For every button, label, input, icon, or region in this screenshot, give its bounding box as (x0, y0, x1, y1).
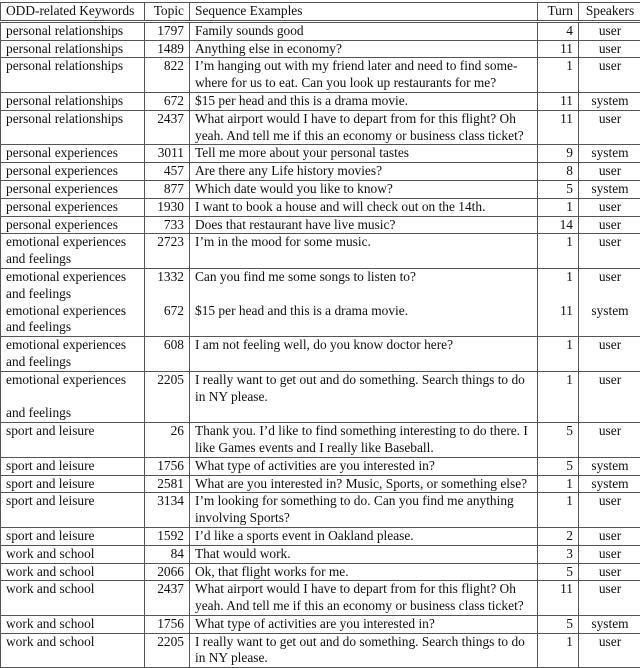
sequence-cell: I’m hanging out with my friend later and need to find some- where for us to eat. Can you look up restaurants for me? (190, 58, 538, 93)
turn-cell (538, 319, 579, 336)
speaker-cell: user (579, 581, 640, 616)
keyword-cell: work and school (1, 563, 145, 581)
turn-cell: 5 (538, 563, 579, 581)
topic-cell: 1756 (145, 615, 190, 633)
turn-cell: 8 (538, 163, 579, 181)
header-turn: Turn (538, 3, 579, 22)
turn-cell: 1 (538, 475, 579, 493)
speaker-cell (579, 319, 640, 336)
keyword-cell: personal relationships (1, 58, 145, 93)
keyword-cell: sport and leisure (1, 475, 145, 493)
sequence-cell: Can you find me some songs to listen to? $15 per head and this is a drama movie. (190, 268, 538, 319)
keyword-cell: emotional experiences and feelings (1, 234, 145, 269)
header-row (1, 3, 640, 22)
keyword-cell: work and school (1, 581, 145, 616)
sequence-cell (190, 319, 538, 336)
sequence-cell: Thank you. I’d like to find something interesting to do there. I like Games events and I really like Baseball. (190, 423, 538, 458)
speaker-cell: user (579, 58, 640, 93)
topic-cell: 2066 (145, 563, 190, 581)
keyword-cell: personal experiences (1, 180, 145, 198)
keyword-cell: emotional experiences and feelings (1, 337, 145, 372)
topic-cell: 672 (145, 92, 190, 110)
table-row (1, 145, 640, 163)
topic-cell: 2437 (145, 581, 190, 616)
speaker-cell: system (579, 180, 640, 198)
speaker-cell: user (579, 563, 640, 581)
table-row (1, 216, 640, 234)
table-row (1, 198, 640, 216)
turn-cell: 1 (538, 337, 579, 372)
sequence-cell: Anything else in economy? (190, 40, 538, 58)
speaker-cell: user (579, 423, 640, 458)
keyword-cell: personal experiences (1, 198, 145, 216)
table-row (1, 40, 640, 58)
turn-cell: 1 (538, 198, 579, 216)
speaker-cell: user (579, 371, 640, 422)
speaker-cell: user (579, 21, 640, 40)
topic-cell: 1756 (145, 457, 190, 475)
topic-cell: 26 (145, 423, 190, 458)
table-row (1, 319, 640, 336)
speaker-cell: user (579, 337, 640, 372)
table-row (1, 268, 640, 319)
speaker-cell: user (579, 234, 640, 269)
topic-cell (145, 319, 190, 336)
speaker-cell: system (579, 92, 640, 110)
sequence-cell: I’m looking for something to do. Can you find me anything involving Sports? (190, 493, 538, 528)
table-row (1, 581, 640, 616)
header-topic: Topic (145, 3, 190, 22)
turn-cell: 3 (538, 545, 579, 563)
topic-cell: 2437 (145, 110, 190, 145)
table-row (1, 180, 640, 198)
turn-cell: 1 (538, 493, 579, 528)
turn-cell: 4 (538, 21, 579, 40)
header-keywords: ODD-related Keywords (1, 3, 145, 22)
turn-cell: 1 11 (538, 268, 579, 319)
turn-cell: 11 (538, 92, 579, 110)
table-row (1, 563, 640, 581)
turn-cell: 2 (538, 527, 579, 545)
table-row (1, 615, 640, 633)
speaker-cell: user (579, 545, 640, 563)
keyword-cell: emotional experiences and feelings (1, 371, 145, 422)
sequence-cell: Are there any Life history movies? (190, 163, 538, 181)
topic-cell: 1797 (145, 21, 190, 40)
turn-cell: 1 (538, 58, 579, 93)
topic-cell: 2205 (145, 633, 190, 668)
keyword-cell: work and school (1, 633, 145, 668)
table-row (1, 545, 640, 563)
keyword-cell: personal relationships (1, 21, 145, 40)
turn-cell: 14 (538, 216, 579, 234)
speaker-cell: user (579, 110, 640, 145)
table-row (1, 457, 640, 475)
keyword-cell: work and school (1, 615, 145, 633)
topic-cell: 3134 (145, 493, 190, 528)
speaker-cell: user (579, 198, 640, 216)
table-row (1, 58, 640, 93)
sequence-cell: I’m in the mood for some music. (190, 234, 538, 269)
speaker-cell: user (579, 216, 640, 234)
keyword-cell: work and school (1, 545, 145, 563)
speaker-cell: user (579, 40, 640, 58)
sequence-cell: I’d like a sports event in Oakland please. (190, 527, 538, 545)
table-row (1, 110, 640, 145)
table-row (1, 475, 640, 493)
topic-cell: 84 (145, 545, 190, 563)
keyword-cell: personal relationships (1, 92, 145, 110)
sequence-cell: Tell me more about your personal tastes (190, 145, 538, 163)
topic-cell: 877 (145, 180, 190, 198)
keyword-cell: personal relationships (1, 110, 145, 145)
speaker-cell: user (579, 633, 640, 668)
turn-cell: 1 (538, 234, 579, 269)
keyword-cell: personal experiences (1, 145, 145, 163)
speaker-cell: user (579, 163, 640, 181)
sequence-cell: I want to book a house and will check out on the 14th. (190, 198, 538, 216)
sequence-cell: What airport would I have to depart from for this flight? Oh yeah. And tell me if this an economy or business class ticket? (190, 110, 538, 145)
speaker-cell: system (579, 615, 640, 633)
odd-keywords-table (0, 2, 640, 668)
table-row (1, 92, 640, 110)
turn-cell: 1 (538, 633, 579, 668)
speaker-cell: user system (579, 268, 640, 319)
table-row (1, 337, 640, 372)
keyword-cell: sport and leisure (1, 423, 145, 458)
keyword-cell: emotional experiences and feelings emotional experiences (1, 268, 145, 319)
table-row (1, 371, 640, 422)
topic-cell: 2581 (145, 475, 190, 493)
topic-cell: 3011 (145, 145, 190, 163)
sequence-cell: What type of activities are you interested in? (190, 615, 538, 633)
keyword-cell: personal experiences (1, 163, 145, 181)
turn-cell: 5 (538, 457, 579, 475)
keyword-cell: and feelings (1, 319, 145, 336)
speaker-cell: system (579, 145, 640, 163)
turn-cell: 9 (538, 145, 579, 163)
sequence-cell: $15 per head and this is a drama movie. (190, 92, 538, 110)
sequence-cell: What airport would I have to depart from for this flight? Oh yeah. And tell me if this an economy or business class ticket? (190, 581, 538, 616)
turn-cell: 1 (538, 371, 579, 422)
turn-cell: 5 (538, 615, 579, 633)
keyword-cell: personal experiences (1, 216, 145, 234)
sequence-cell: I really want to get out and do something. Search things to do in NY please. (190, 371, 538, 422)
topic-cell: 1332 672 (145, 268, 190, 319)
keyword-cell: sport and leisure (1, 457, 145, 475)
table-body (1, 21, 640, 667)
table-row (1, 21, 640, 40)
turn-cell: 11 (538, 581, 579, 616)
table-row (1, 493, 640, 528)
keyword-cell: sport and leisure (1, 527, 145, 545)
table-row (1, 163, 640, 181)
table-row (1, 234, 640, 269)
turn-cell: 5 (538, 423, 579, 458)
topic-cell: 457 (145, 163, 190, 181)
speaker-cell: user (579, 527, 640, 545)
table-row (1, 423, 640, 458)
sequence-cell: What are you interested in? Music, Sports, or something else? (190, 475, 538, 493)
topic-cell: 1592 (145, 527, 190, 545)
topic-cell: 2723 (145, 234, 190, 269)
sequence-cell: Ok, that flight works for me. (190, 563, 538, 581)
sequence-cell: I really want to get out and do something. Search things to do in NY please. (190, 633, 538, 668)
topic-cell: 1489 (145, 40, 190, 58)
turn-cell: 5 (538, 180, 579, 198)
speaker-cell: system (579, 457, 640, 475)
turn-cell: 11 (538, 110, 579, 145)
keyword-cell: personal relationships (1, 40, 145, 58)
keyword-cell: sport and leisure (1, 493, 145, 528)
topic-cell: 733 (145, 216, 190, 234)
speaker-cell: user (579, 493, 640, 528)
sequence-cell: That would work. (190, 545, 538, 563)
topic-cell: 608 (145, 337, 190, 372)
sequence-cell: Which date would you like to know? (190, 180, 538, 198)
table-row (1, 527, 640, 545)
sequence-cell: Family sounds good (190, 21, 538, 40)
turn-cell: 11 (538, 40, 579, 58)
sequence-cell: What type of activities are you interested in? (190, 457, 538, 475)
topic-cell: 822 (145, 58, 190, 93)
topic-cell: 1930 (145, 198, 190, 216)
sequence-cell: Does that restaurant have live music? (190, 216, 538, 234)
header-speakers: Speakers (579, 3, 640, 22)
topic-cell: 2205 (145, 371, 190, 422)
speaker-cell: system (579, 475, 640, 493)
header-sequence-examples: Sequence Examples (190, 3, 538, 22)
sequence-cell: I am not feeling well, do you know doctor here? (190, 337, 538, 372)
